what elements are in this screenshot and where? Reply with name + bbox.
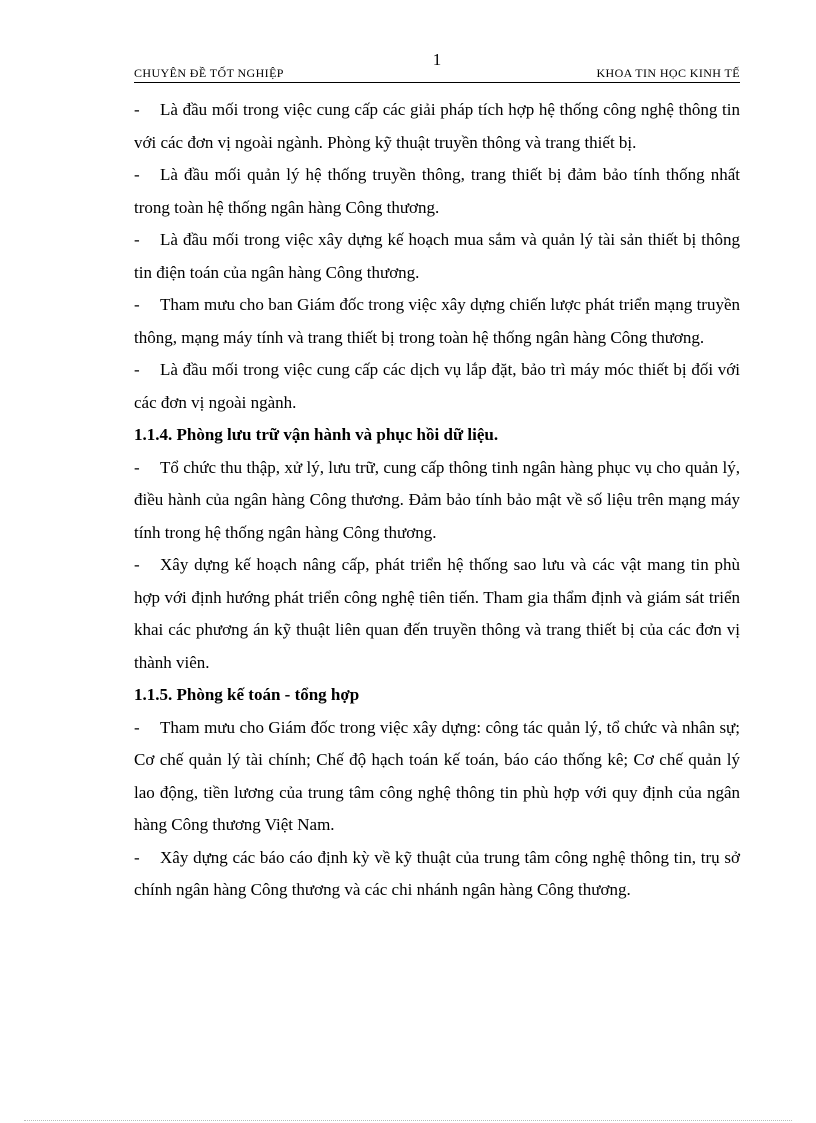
page-number: 1	[432, 50, 442, 69]
list-item	[134, 842, 740, 907]
list-item	[134, 289, 740, 354]
page-header	[134, 50, 740, 83]
paragraph-text: Tham mưu cho ban Giám đốc trong việc xây dựng chiến lược phát triển mạng truyền thông, mạng máy tính và trang thiết bị trong toàn hệ thống ngân hàng Công thương.	[134, 295, 740, 347]
list-item	[134, 712, 740, 842]
list-item	[134, 159, 740, 224]
bullet-dash: -	[134, 165, 140, 184]
bullet-dash: -	[134, 295, 140, 314]
bullet-dash: -	[134, 360, 140, 379]
bullet-dash: -	[134, 100, 140, 119]
list-item	[134, 354, 740, 419]
page-bottom-divider	[24, 1120, 792, 1121]
bullet-dash: -	[134, 847, 140, 867]
section-heading: 1.1.5. Phòng kế toán - tổng hợp	[134, 685, 360, 704]
list-item	[134, 224, 740, 289]
paragraph-text: Là đầu mối quản lý hệ thống truyền thông, trang thiết bị đảm bảo tính thống nhất trong toàn hệ thống ngân hàng Công thương.	[134, 165, 740, 217]
paragraph-text: Tổ chức thu thập, xử lý, lưu trữ, cung cấp thông tinh ngân hàng phục vụ cho quản lý, điều hành của ngân hàng Công thương. Đảm bảo tính bảo mật về số liệu trên mạng máy tính trong hệ thống ngân hàng Công thương.	[134, 457, 740, 542]
paragraph-text: Xây dựng các báo cáo định kỳ về kỹ thuật của trung tâm công nghệ thông tin, trụ sở chính ngân hàng Công thương và các chi nhánh ngân hàng Công thương.	[134, 847, 740, 899]
paragraph-text: Là đầu mối trong việc cung cấp các giải pháp tích hợp hệ thống công nghệ thông tin với các đơn vị ngoài ngành. Phòng kỹ thuật truyền thông và trang thiết bị.	[134, 100, 740, 152]
paragraph-text: Xây dựng kế hoạch nâng cấp, phát triển hệ thống sao lưu và các vật mang tin phù hợp với định hướng phát triển công nghệ tiên tiến. Tham gia thẩm định và giám sát triển khai các phương án kỹ thuật liên quan đến truyền thông và trang thiết bị của các đơn vị thành viên.	[134, 555, 740, 672]
bullet-dash: -	[134, 555, 140, 574]
document-body	[134, 94, 740, 907]
bullet-dash: -	[134, 457, 140, 477]
header-right-title: KHOA TIN HỌC KINH TẾ	[596, 66, 740, 80]
paragraph-text: Là đầu mối trong việc xây dựng kế hoạch mua sắm và quản lý tài sản thiết bị thông tin điện toán của ngân hàng Công thương.	[134, 230, 740, 282]
list-item	[134, 452, 740, 550]
paragraph-text: Tham mưu cho Giám đốc trong việc xây dựng: công tác quản lý, tổ chức và nhân sự; Cơ chế quản lý tài chính; Chế độ hạch toán kế toán, báo cáo thống kê; Cơ chế quản lý lao động, tiền lương của trung tâm công nghệ thông tin phù hợp với quy định của ngân hàng Công thương Việt Nam.	[134, 717, 740, 834]
section-heading: 1.1.4. Phòng lưu trữ vận hành và phục hồi dữ liệu.	[134, 425, 499, 444]
header-left-title: CHUYÊN ĐỀ TỐT NGHIỆP	[134, 66, 284, 80]
bullet-dash: -	[134, 230, 140, 249]
bullet-dash: -	[134, 717, 140, 737]
list-item	[134, 549, 740, 679]
paragraph-text: Là đầu mối trong việc cung cấp các dịch vụ lắp đặt, bảo trì máy móc thiết bị đối với các đơn vị ngoài ngành.	[134, 360, 740, 412]
list-item	[134, 94, 740, 159]
